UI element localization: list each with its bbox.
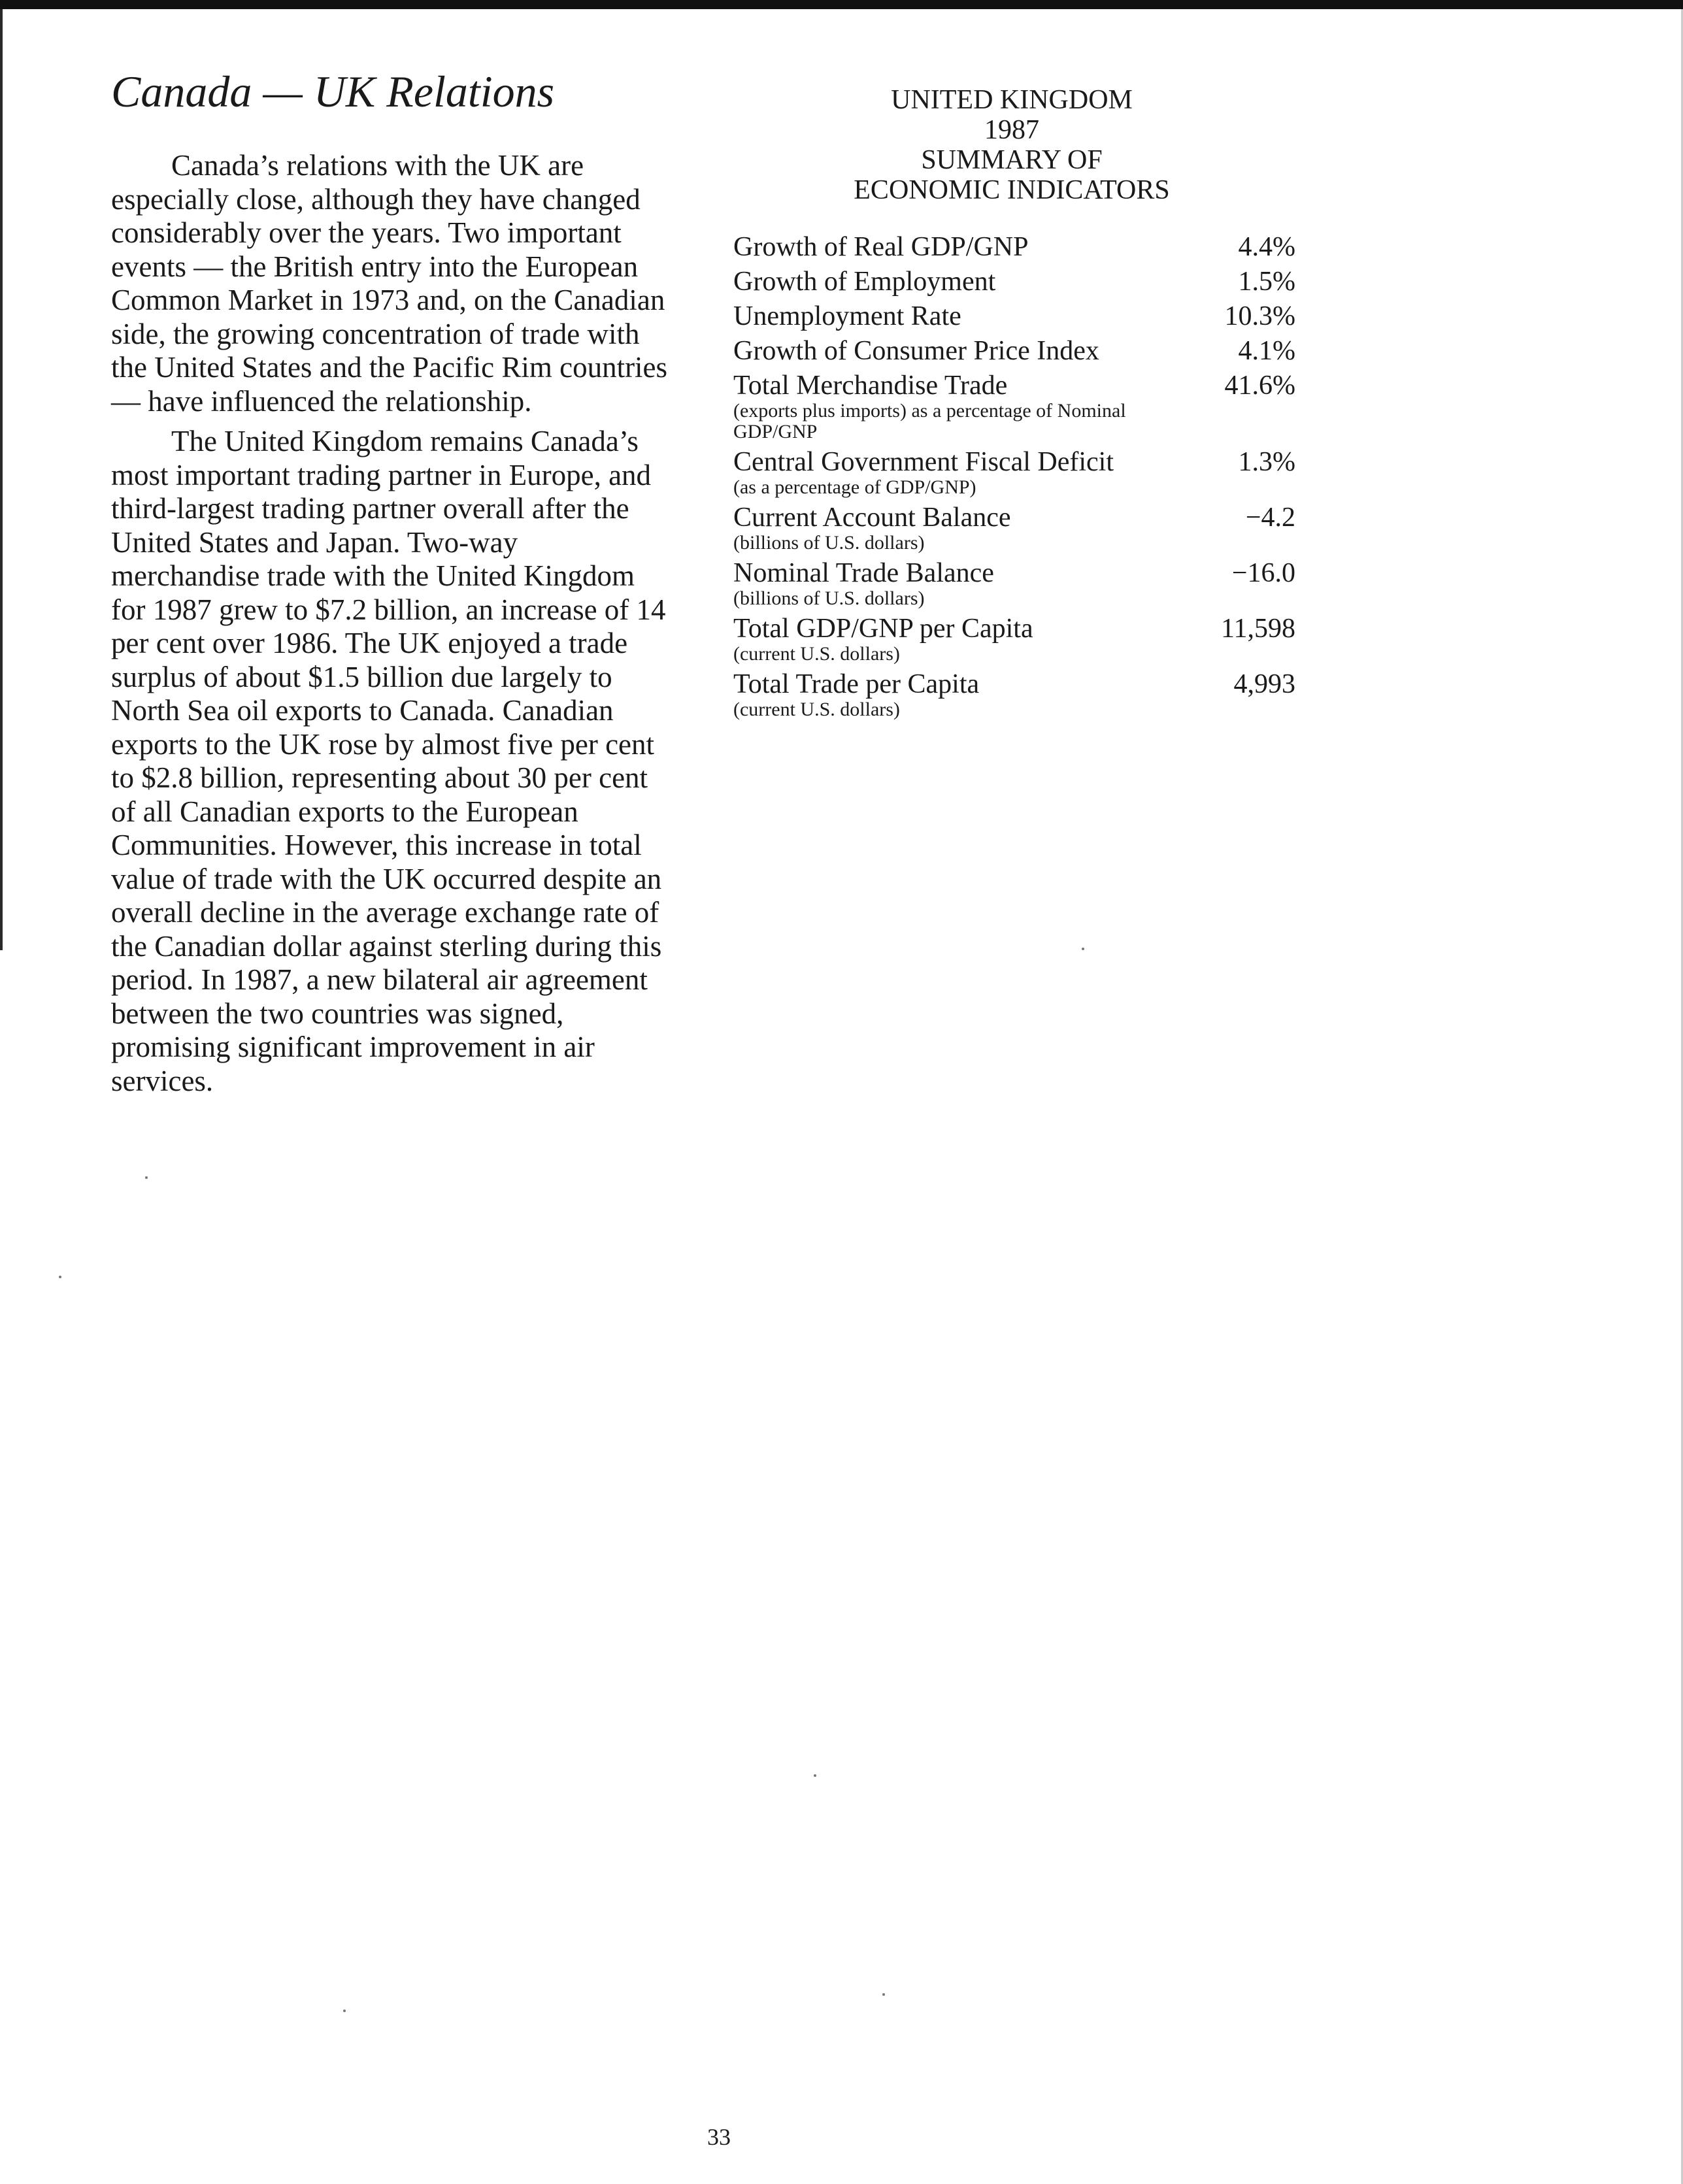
economic-indicators-table (733, 85, 1295, 725)
indicators-title-line: ECONOMIC INDICATORS (854, 175, 1170, 205)
indicator-label-block (733, 503, 1152, 554)
top-scan-border (0, 0, 1683, 9)
indicator-value: −16.0 (1231, 558, 1295, 588)
indicator-label-block (733, 448, 1152, 498)
indicator-value: 11,598 (1221, 614, 1295, 644)
indicator-rows (733, 233, 1295, 720)
page-number: 33 (707, 2124, 731, 2150)
indicator-note: (current U.S. dollars) (733, 643, 900, 665)
scan-speck (343, 2010, 346, 2012)
indicator-label: Current Account Balance (733, 503, 1011, 533)
indicator-row (733, 371, 1295, 442)
indicator-label-block (733, 614, 1152, 665)
left-scan-edge (0, 9, 3, 950)
indicators-title-line: UNITED KINGDOM (891, 85, 1133, 115)
indicator-label: Central Government Fiscal Deficit (733, 447, 1114, 477)
indicator-label: Growth of Real GDP/GNP (733, 232, 1029, 262)
indicator-label: Total GDP/GNP per Capita (733, 614, 1033, 644)
paragraph-relations: Canada’s relations with the UK are especially close, although they have changed considerably over the years. Two important events — the British entry into the European Common Market in 1973 and, on the Canadian side, the growing concentration of trade with the United States and the Pacific Rim countries — have influenced the relationship. (111, 149, 668, 418)
indicator-value: 1.3% (1238, 447, 1295, 477)
indicator-row (733, 337, 1295, 366)
indicator-value: 4.1% (1238, 336, 1295, 366)
indicator-note: (billions of U.S. dollars) (733, 532, 925, 554)
indicator-row (733, 233, 1295, 262)
indicator-label: Unemployment Rate (733, 301, 961, 331)
scan-speck (814, 1774, 816, 1777)
page-heading: Canada — UK Relations (111, 67, 555, 116)
indicator-row (733, 302, 1295, 331)
indicator-value: 41.6% (1224, 371, 1295, 401)
indicator-note: (billions of U.S. dollars) (733, 587, 925, 609)
indicator-label: Growth of Employment (733, 267, 996, 297)
indicator-label-block (733, 267, 1152, 297)
indicators-title-line: SUMMARY OF (921, 145, 1103, 175)
indicator-value: 4.4% (1238, 232, 1295, 262)
scan-speck (59, 1276, 61, 1278)
paragraph-trade: The United Kingdom remains Canada’s most important trading partner in Europe, and third-largest trading partner overall after the United States and Japan. Two-way merchandise trade with the United Kingdom for 1987 grew to $7.2 billion, an increase of 14 per cent over 1986. The UK enjoyed a trade surplus of about $1.5 billion due largely to North Sea oil exports to Canada. Canadian exports to the UK rose by almost five per cent to $2.8 billion, representing about 30 per cent of all Canadian exports to the European Communities. However, this increase in total value of trade with the UK occurred despite an overall decline in the average exchange rate of the Canadian dollar against sterling during this period. In 1987, a new bilateral air agreement between the two countries was signed, promising significant improvement in air services. (111, 425, 666, 1097)
indicator-note: (current U.S. dollars) (733, 699, 900, 720)
indicator-note: (as a percentage of GDP/GNP) (733, 476, 976, 498)
indicator-label-block (733, 371, 1152, 442)
indicator-label: Total Merchandise Trade (733, 371, 1008, 401)
indicator-row (733, 267, 1295, 297)
indicator-label-block (733, 302, 1152, 331)
scan-speck (882, 1993, 885, 1996)
indicator-row (733, 448, 1295, 498)
indicator-value: −4.2 (1245, 503, 1295, 533)
indicator-value: 1.5% (1238, 267, 1295, 297)
indicator-note: (exports plus imports) as a percentage of Nominal GDP/GNP (733, 400, 1126, 442)
indicator-label: Growth of Consumer Price Index (733, 336, 1099, 366)
indicator-value: 10.3% (1224, 301, 1295, 331)
indicator-row (733, 503, 1295, 554)
indicator-value: 4,993 (1233, 669, 1295, 699)
indicator-row (733, 559, 1295, 609)
indicator-row (733, 670, 1295, 720)
scan-speck (145, 1176, 148, 1179)
indicator-label: Nominal Trade Balance (733, 558, 994, 588)
indicator-label-block (733, 559, 1152, 609)
indicators-title-line: 1987 (984, 115, 1039, 145)
indicator-row (733, 614, 1295, 665)
indicator-label: Total Trade per Capita (733, 669, 980, 699)
indicator-label-block (733, 670, 1152, 720)
indicator-label-block (733, 233, 1152, 262)
body-text-column (111, 149, 673, 1104)
indicator-label-block (733, 337, 1152, 366)
scan-speck (1082, 948, 1084, 950)
indicators-title (731, 85, 1293, 205)
